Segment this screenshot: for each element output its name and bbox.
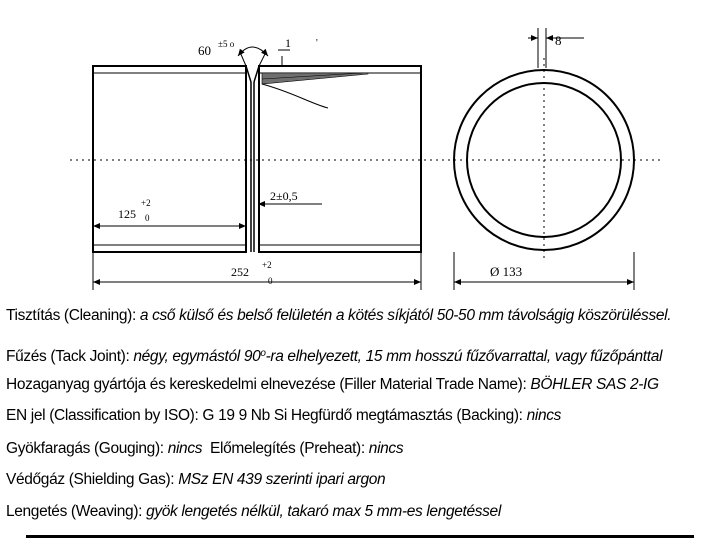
total-length-value: 252 xyxy=(231,265,249,279)
groove-angle-value: 60 xyxy=(198,43,211,58)
left-length-tol-upper: +2 xyxy=(141,198,151,208)
spec-filler-material-value: BÖHLER SAS 2-IG xyxy=(530,376,659,393)
cleaning-zone-hatch xyxy=(262,66,368,108)
spec-classification-text: G 19 9 Nb Si Hegfürdő megtámasztás (Backing): xyxy=(202,407,523,424)
spec-backing-value: nincs xyxy=(526,407,562,424)
groove-angle-tolerance: ±5 o xyxy=(218,39,235,49)
pipe-end-view xyxy=(454,58,634,262)
total-length-tol-lower: 0 xyxy=(268,276,273,286)
spec-cleaning-label: Tisztítás (Cleaning): xyxy=(6,307,136,324)
spec-preheat-label: Előmelegítés (Preheat): xyxy=(210,440,365,457)
spec-classification xyxy=(6,406,718,425)
spec-shielding-gas xyxy=(6,470,718,489)
total-length-tol-upper: +2 xyxy=(262,260,272,270)
left-length-tol-lower: 0 xyxy=(145,213,150,223)
total-length-dimension xyxy=(93,252,421,290)
spec-filler-material-label: Hozaganyag gyártója és kereskedelmi elnevezése (Filler Material Trade Name): xyxy=(6,376,527,393)
pipe-right-segment xyxy=(259,66,421,252)
bottom-rule xyxy=(26,535,694,538)
spec-shielding-gas-value: MSz EN 439 szerinti ipari argon xyxy=(178,471,386,488)
spec-preheat-value: nincs xyxy=(368,440,404,457)
spec-shielding-gas-label: Védőgáz (Shielding Gas): xyxy=(6,471,175,488)
root-face-value: 1 xyxy=(285,36,291,50)
pipe-left-segment xyxy=(93,66,246,252)
spec-gouging-preheat xyxy=(6,439,718,458)
spec-weaving-label: Lengetés (Weaving): xyxy=(6,503,143,520)
spec-weaving-value: gyök lengetés nélkül, takaró max 5 mm-es lengetéssel xyxy=(146,503,501,520)
spec-tack-joint xyxy=(6,344,718,366)
spec-gouging-label: Gyökfaragás (Gouging): xyxy=(6,440,164,457)
left-length-dimension xyxy=(93,198,246,226)
spec-filler-material xyxy=(6,375,718,394)
wall-thickness-dimension xyxy=(528,28,584,68)
stray-tick-mark: ' xyxy=(316,38,318,49)
spec-classification-label: EN jel (Classification by ISO): xyxy=(6,407,199,424)
diameter-value: Ø 133 xyxy=(490,264,523,279)
spec-tack-joint-label: Fűzés (Tack Joint): xyxy=(6,348,130,365)
spec-cleaning-value: a cső külső és belső felületén a kötés síkjától 50-50 mm távolságig köszörüléssel. xyxy=(139,307,672,324)
gap-dimension xyxy=(258,189,322,204)
wall-thickness-value: 8 xyxy=(555,33,562,48)
left-length-value: 125 xyxy=(118,207,136,221)
spec-tack-joint-value: négy, egymástól 90$^o$-ra elhelyezett, 15 mm hosszú fűzővarrattal, vagy fűzőpánttal xyxy=(133,348,663,365)
gap-value: 2±0,5 xyxy=(270,189,298,203)
spec-cleaning xyxy=(6,306,718,325)
spec-gouging-value: nincs xyxy=(167,440,203,457)
spec-weaving xyxy=(6,502,718,521)
